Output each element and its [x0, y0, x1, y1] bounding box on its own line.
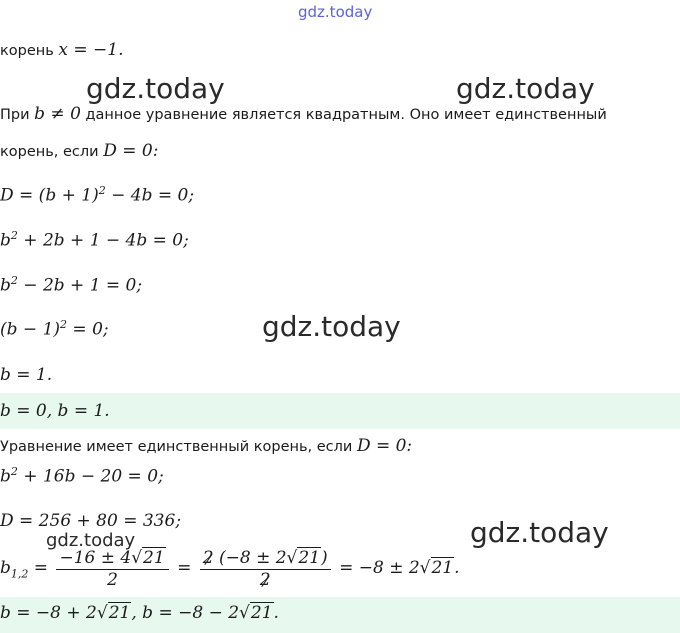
sqrt-radicand: 21 [108, 603, 131, 623]
fraction-numerator: 2 (−8 ± 2√21) [200, 547, 331, 570]
fraction-denominator [200, 570, 331, 590]
fraction-numerator: −16 ± 4√21 [56, 547, 168, 570]
equation-part: D = (b + 1) [0, 185, 99, 206]
answer-line: b = 0, b = 1. [0, 401, 110, 421]
exponent: 2 [10, 465, 18, 478]
cancelled-factor: 2 [259, 570, 271, 590]
equation-part: = [28, 558, 54, 578]
line-text: корень, если [0, 144, 99, 160]
equation-part: + 2b + 1 − 4b = 0; [17, 230, 189, 251]
roots-formula: $b_{1,2}$ = $\frac{-16 \pm 4√21}{2}$ = $\frac{2 (-8 \pm 2√21)}{2}$ = −8 ± 2√21. [0, 548, 460, 590]
equation-line [0, 274, 142, 296]
sqrt-radicand: 21 [250, 603, 273, 623]
watermark-top: gdz.today [298, 3, 373, 21]
equation-part: + 16b − 20 = 0; [17, 466, 164, 487]
equation-part: b [0, 466, 11, 487]
equation-part: b [0, 558, 11, 578]
equation-part: −16 ± 4 [59, 548, 132, 568]
math-expression: x = −1. [58, 40, 124, 60]
line-text: Уравнение имеет единственный корень, если [0, 439, 353, 455]
math-expression: D = 0: [356, 436, 413, 456]
exponent: 2 [10, 229, 18, 242]
equation-part: − 4b = 0; [105, 185, 195, 206]
exponent: 2 [60, 318, 68, 331]
watermark: gdz.today [262, 310, 401, 343]
solution-line [0, 40, 124, 60]
sqrt-radicand: 21 [431, 558, 454, 578]
equation-part: , b = −8 − 2 [131, 603, 240, 623]
equation-part: − 2b + 1 = 0; [17, 275, 143, 296]
exponent: 2 [98, 184, 106, 197]
equation-line [0, 184, 194, 206]
fraction-denominator: 2 [107, 570, 118, 590]
fraction [56, 547, 168, 590]
sqrt-radicand: 21 [143, 548, 165, 568]
equation-line [0, 465, 164, 487]
equation-part: = [177, 558, 197, 578]
solution-line [0, 141, 158, 161]
line-text: данное уравнение является квадратным. Оно имеет единственный [85, 107, 607, 123]
watermark: gdz.today [86, 72, 225, 105]
equation-part: (−8 ± 2 [213, 548, 287, 568]
equation-line [0, 229, 189, 251]
equation-part: b = −8 + 2 [0, 603, 97, 623]
equation-part: ) [321, 548, 328, 568]
solution-line [0, 104, 607, 124]
equation-part: . [454, 558, 460, 578]
watermark: gdz.today [470, 516, 609, 549]
subscript: 1,2 [10, 567, 29, 581]
equation-part: b [0, 230, 11, 251]
exponent: 2 [10, 274, 18, 287]
watermark: gdz.today [456, 72, 595, 105]
equation-part: = −8 ± 2 [339, 558, 420, 578]
equation-part: b [0, 275, 11, 296]
solution-line [0, 436, 412, 456]
equation-part: . [273, 603, 279, 623]
fraction [200, 547, 331, 590]
cancelled-factor: 2 [202, 548, 214, 568]
equation-part: (b − 1) [0, 319, 61, 340]
watermark: gdz.today [46, 530, 136, 551]
equation-line: b = 1. [0, 365, 53, 385]
math-expression: b ≠ 0 [34, 104, 81, 124]
line-text: корень [0, 43, 54, 59]
equation-line: D = 256 + 80 = 336; [0, 511, 182, 531]
equation-part: = 0; [67, 319, 109, 340]
sqrt-radicand: 21 [298, 548, 321, 568]
equation-line [0, 318, 109, 340]
answer-line: b = −8 + 2√21, b = −8 − 2√21. [0, 603, 279, 623]
math-expression: D = 0: [103, 141, 159, 161]
line-text: При [0, 107, 30, 123]
